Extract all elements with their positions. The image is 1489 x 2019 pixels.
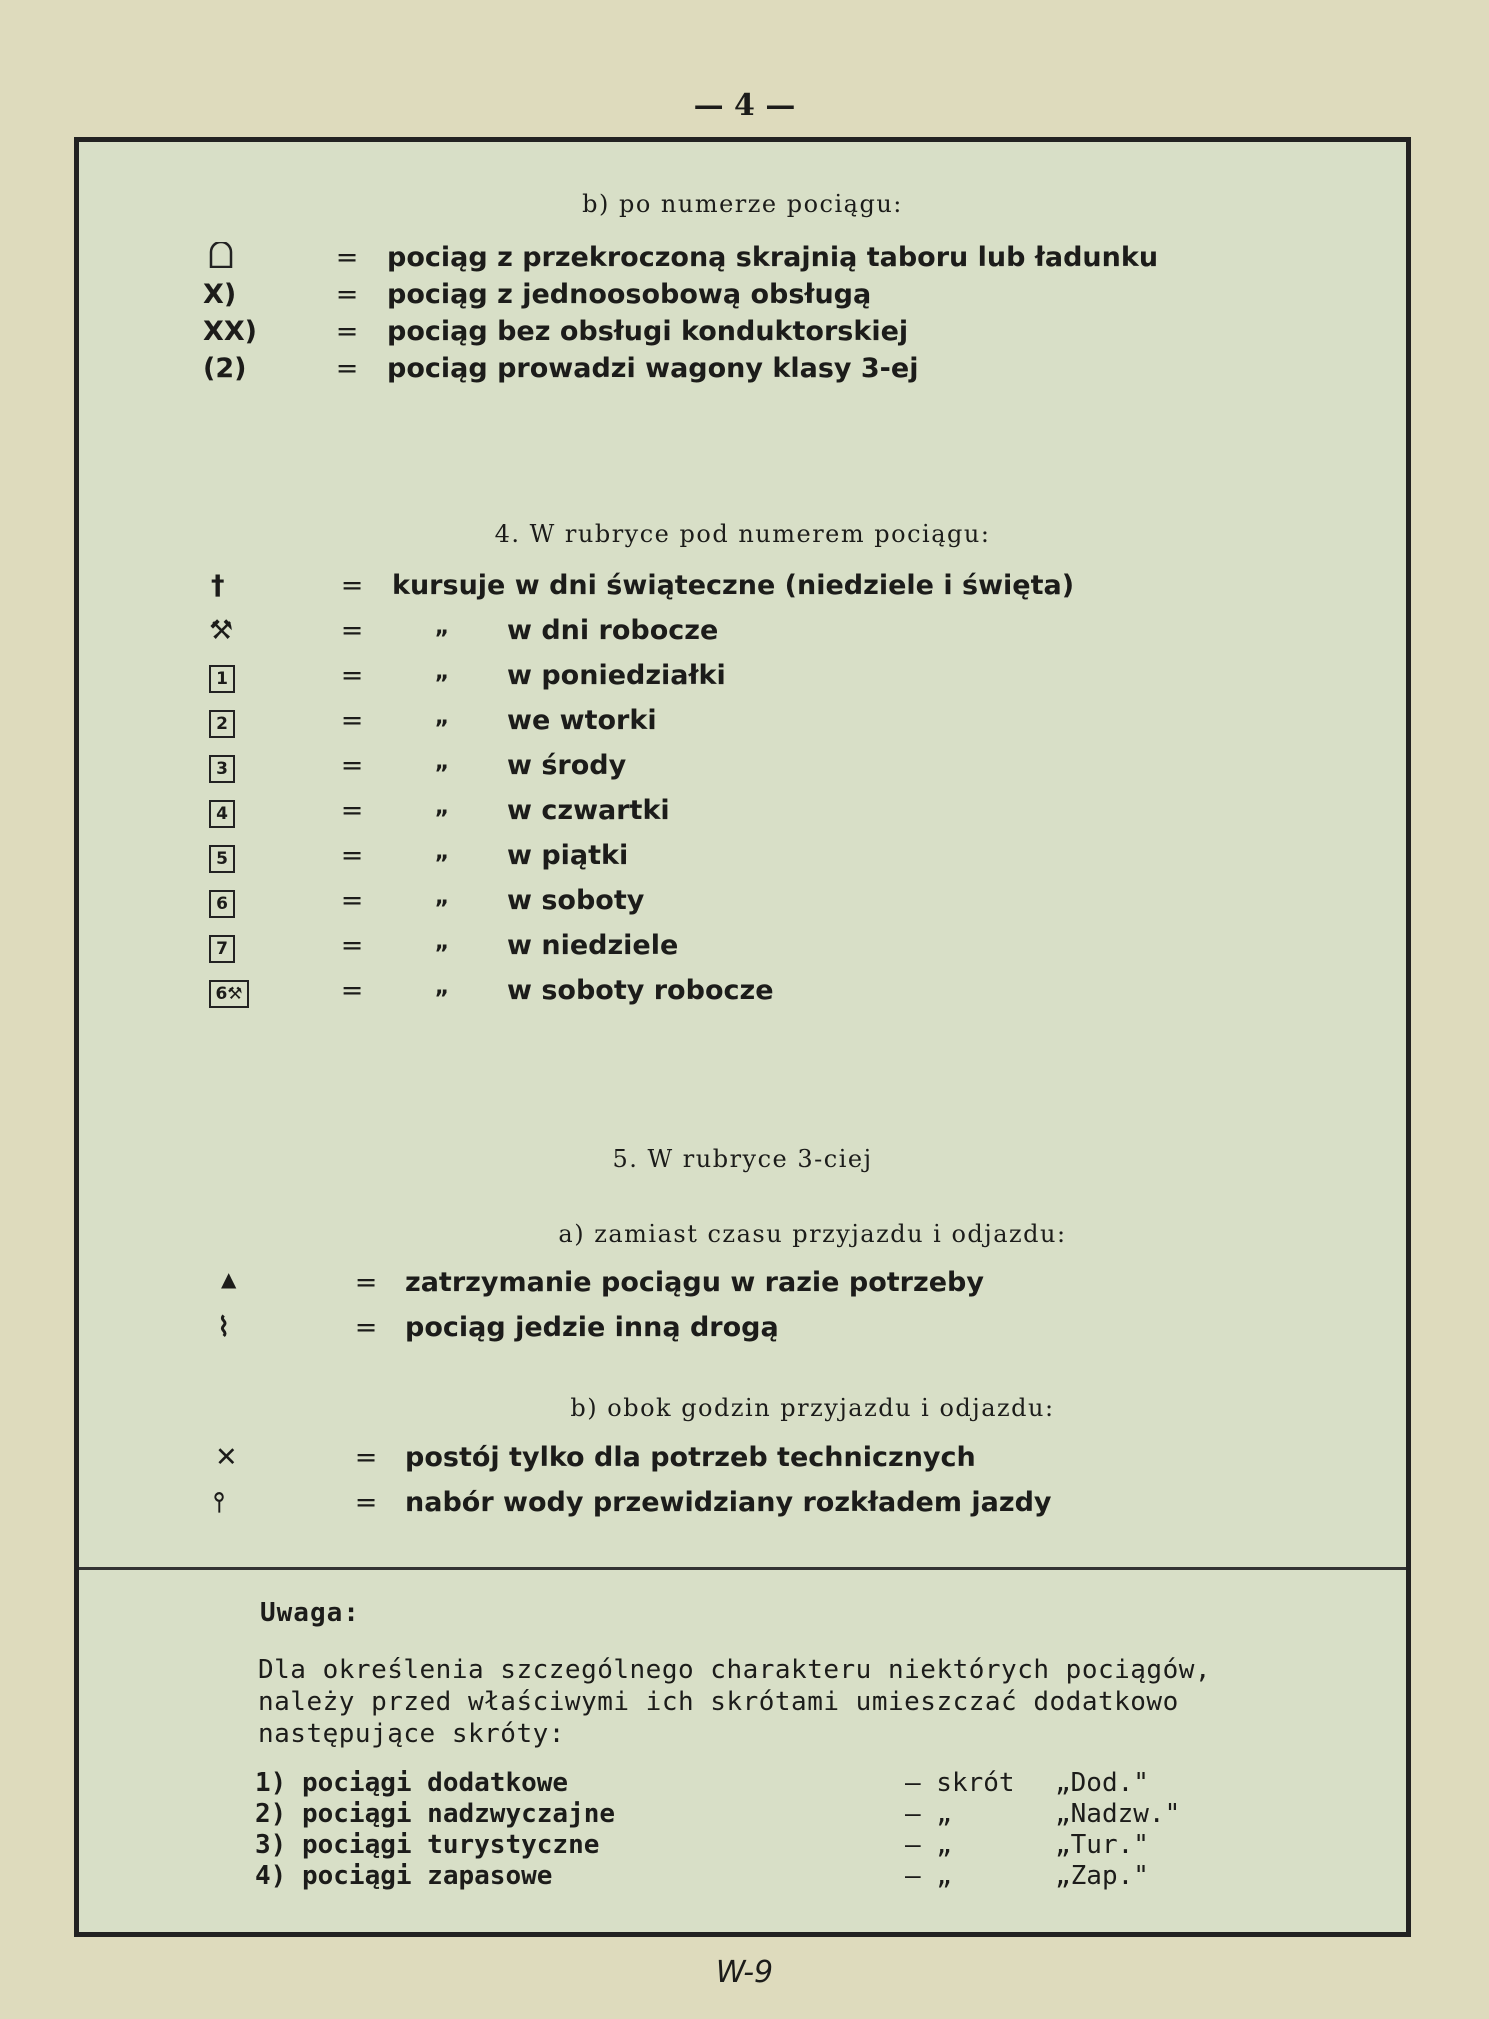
legend-symbol: XX) [203, 316, 257, 347]
ditto-mark: „ [434, 975, 450, 1000]
list-item [255, 1768, 1149, 1798]
legend-description: we wtorki [507, 705, 657, 736]
legend-symbol: (2) [203, 353, 247, 384]
section-5-heading: 5. W rubryce 3-ciej [612, 1145, 873, 1173]
equals-sign: = [354, 1442, 378, 1473]
equals-sign: = [340, 930, 364, 961]
equals-sign: = [340, 885, 364, 916]
equals-sign: = [340, 750, 364, 781]
item-dash: — „ [905, 1830, 952, 1860]
item-abbreviation: „Tur." [1055, 1830, 1149, 1860]
equals-sign: = [340, 840, 364, 871]
day-3-box-icon: 3 [209, 755, 235, 783]
legend-description: w poniedziałki [507, 660, 726, 691]
legend-description: zatrzymanie pociągu w razie potrzeby [405, 1267, 984, 1298]
equals-sign: = [335, 353, 359, 384]
equals-sign: = [340, 975, 364, 1006]
legend-description: w soboty [507, 885, 645, 916]
item-dash: — skrót [905, 1768, 1015, 1798]
uwaga-title: Uwaga: [260, 1598, 360, 1628]
equals-sign: = [335, 316, 359, 347]
legend-description: pociąg jedzie inną drogą [405, 1312, 779, 1343]
page-number: — 4 — [693, 88, 796, 123]
day-2-box-icon: 2 [209, 710, 235, 738]
equals-sign: = [354, 1487, 378, 1518]
day-7-box-icon: 7 [209, 935, 235, 963]
saturday-workday-box-icon: 6⚒ [209, 980, 249, 1008]
handwritten-note: W-9 [715, 1955, 774, 1990]
ditto-mark: „ [434, 660, 450, 685]
section-4-heading: 4. W rubryce pod numerem pociągu: [494, 520, 991, 548]
equals-sign: = [340, 570, 364, 601]
day-6-box-icon: 6 [209, 890, 235, 918]
item-dash: — „ [905, 1799, 952, 1829]
cross-icon: † [211, 570, 225, 601]
equals-sign: = [340, 795, 364, 826]
ditto-mark: „ [434, 705, 450, 730]
legend-symbol: X) [203, 279, 237, 310]
equals-sign: = [340, 660, 364, 691]
legend-description: w środy [507, 750, 627, 781]
list-item [255, 1861, 1149, 1891]
list-item [255, 1799, 1181, 1829]
legend-description: w piątki [507, 840, 629, 871]
equals-sign: = [354, 1312, 378, 1343]
equals-sign: = [340, 615, 364, 646]
x-mark-icon: ✕ [215, 1442, 238, 1473]
triangle-icon: ▲ [221, 1267, 237, 1291]
item-abbreviation: „Nadzw." [1055, 1799, 1181, 1829]
equals-sign: = [335, 242, 359, 273]
day-1-box-icon: 1 [209, 665, 235, 693]
legend-description: pociąg bez obsługi konduktorskiej [387, 316, 909, 347]
legend-description: w soboty robocze [507, 975, 774, 1006]
section-b1-heading: b) po numerze pociągu: [582, 190, 903, 218]
ditto-mark: „ [434, 840, 450, 865]
water-crane-icon: ⫯ [213, 1487, 225, 1518]
legend-description: pociąg prowadzi wagony klasy 3-ej [387, 353, 919, 384]
item-label: 4) pociągi zapasowe [255, 1861, 553, 1891]
item-abbreviation: „Zap." [1055, 1861, 1149, 1891]
ditto-mark: „ [434, 750, 450, 775]
ditto-mark: „ [434, 795, 450, 820]
item-label: 2) pociągi nadzwyczajne [255, 1799, 616, 1829]
uwaga-text: Dla określenia szczególnego charakteru niektórych pociągów, należy przed właściwymi ich skrótami umieszczać dodatkowo następujące skróty: [258, 1655, 1212, 1749]
legend-description: w niedziele [507, 930, 679, 961]
legend-description: kursuje w dni świąteczne (niedziele i święta) [392, 570, 1075, 601]
equals-sign: = [354, 1267, 378, 1298]
equals-sign: = [340, 705, 364, 736]
ditto-mark: „ [434, 930, 450, 955]
item-label: 3) pociągi turystyczne [255, 1830, 600, 1860]
equals-sign: = [335, 279, 359, 310]
hammers-icon: ⚒ [209, 615, 234, 646]
section-divider [79, 1567, 1406, 1570]
day-4-box-icon: 4 [209, 800, 235, 828]
zigzag-icon: ⌇ [217, 1312, 231, 1343]
item-dash: — „ [905, 1861, 952, 1891]
legend-description: nabór wody przewidziany rozkładem jazdy [405, 1487, 1052, 1518]
legend-description: w dni robocze [507, 615, 719, 646]
legend-description: w czwartki [507, 795, 670, 826]
legend-description: postój tylko dla potrzeb technicznych [405, 1442, 976, 1473]
symbol-arch-icon [209, 242, 289, 275]
item-abbreviation: „Dod." [1055, 1768, 1149, 1798]
item-label: 1) pociągi dodatkowe [255, 1768, 569, 1798]
legend-description: pociąg z jednoosobową obsługą [387, 279, 872, 310]
section-5a-heading: a) zamiast czasu przyjazdu i odjazdu: [558, 1220, 1067, 1248]
day-5-box-icon: 5 [209, 845, 235, 873]
ditto-mark: „ [434, 615, 450, 640]
list-item [255, 1830, 1149, 1860]
legend-description: pociąg z przekroczoną skrajnią taboru lub ładunku [387, 242, 1159, 273]
ditto-mark: „ [434, 885, 450, 910]
section-5b-heading: b) obok godzin przyjazdu i odjazdu: [570, 1394, 1055, 1422]
